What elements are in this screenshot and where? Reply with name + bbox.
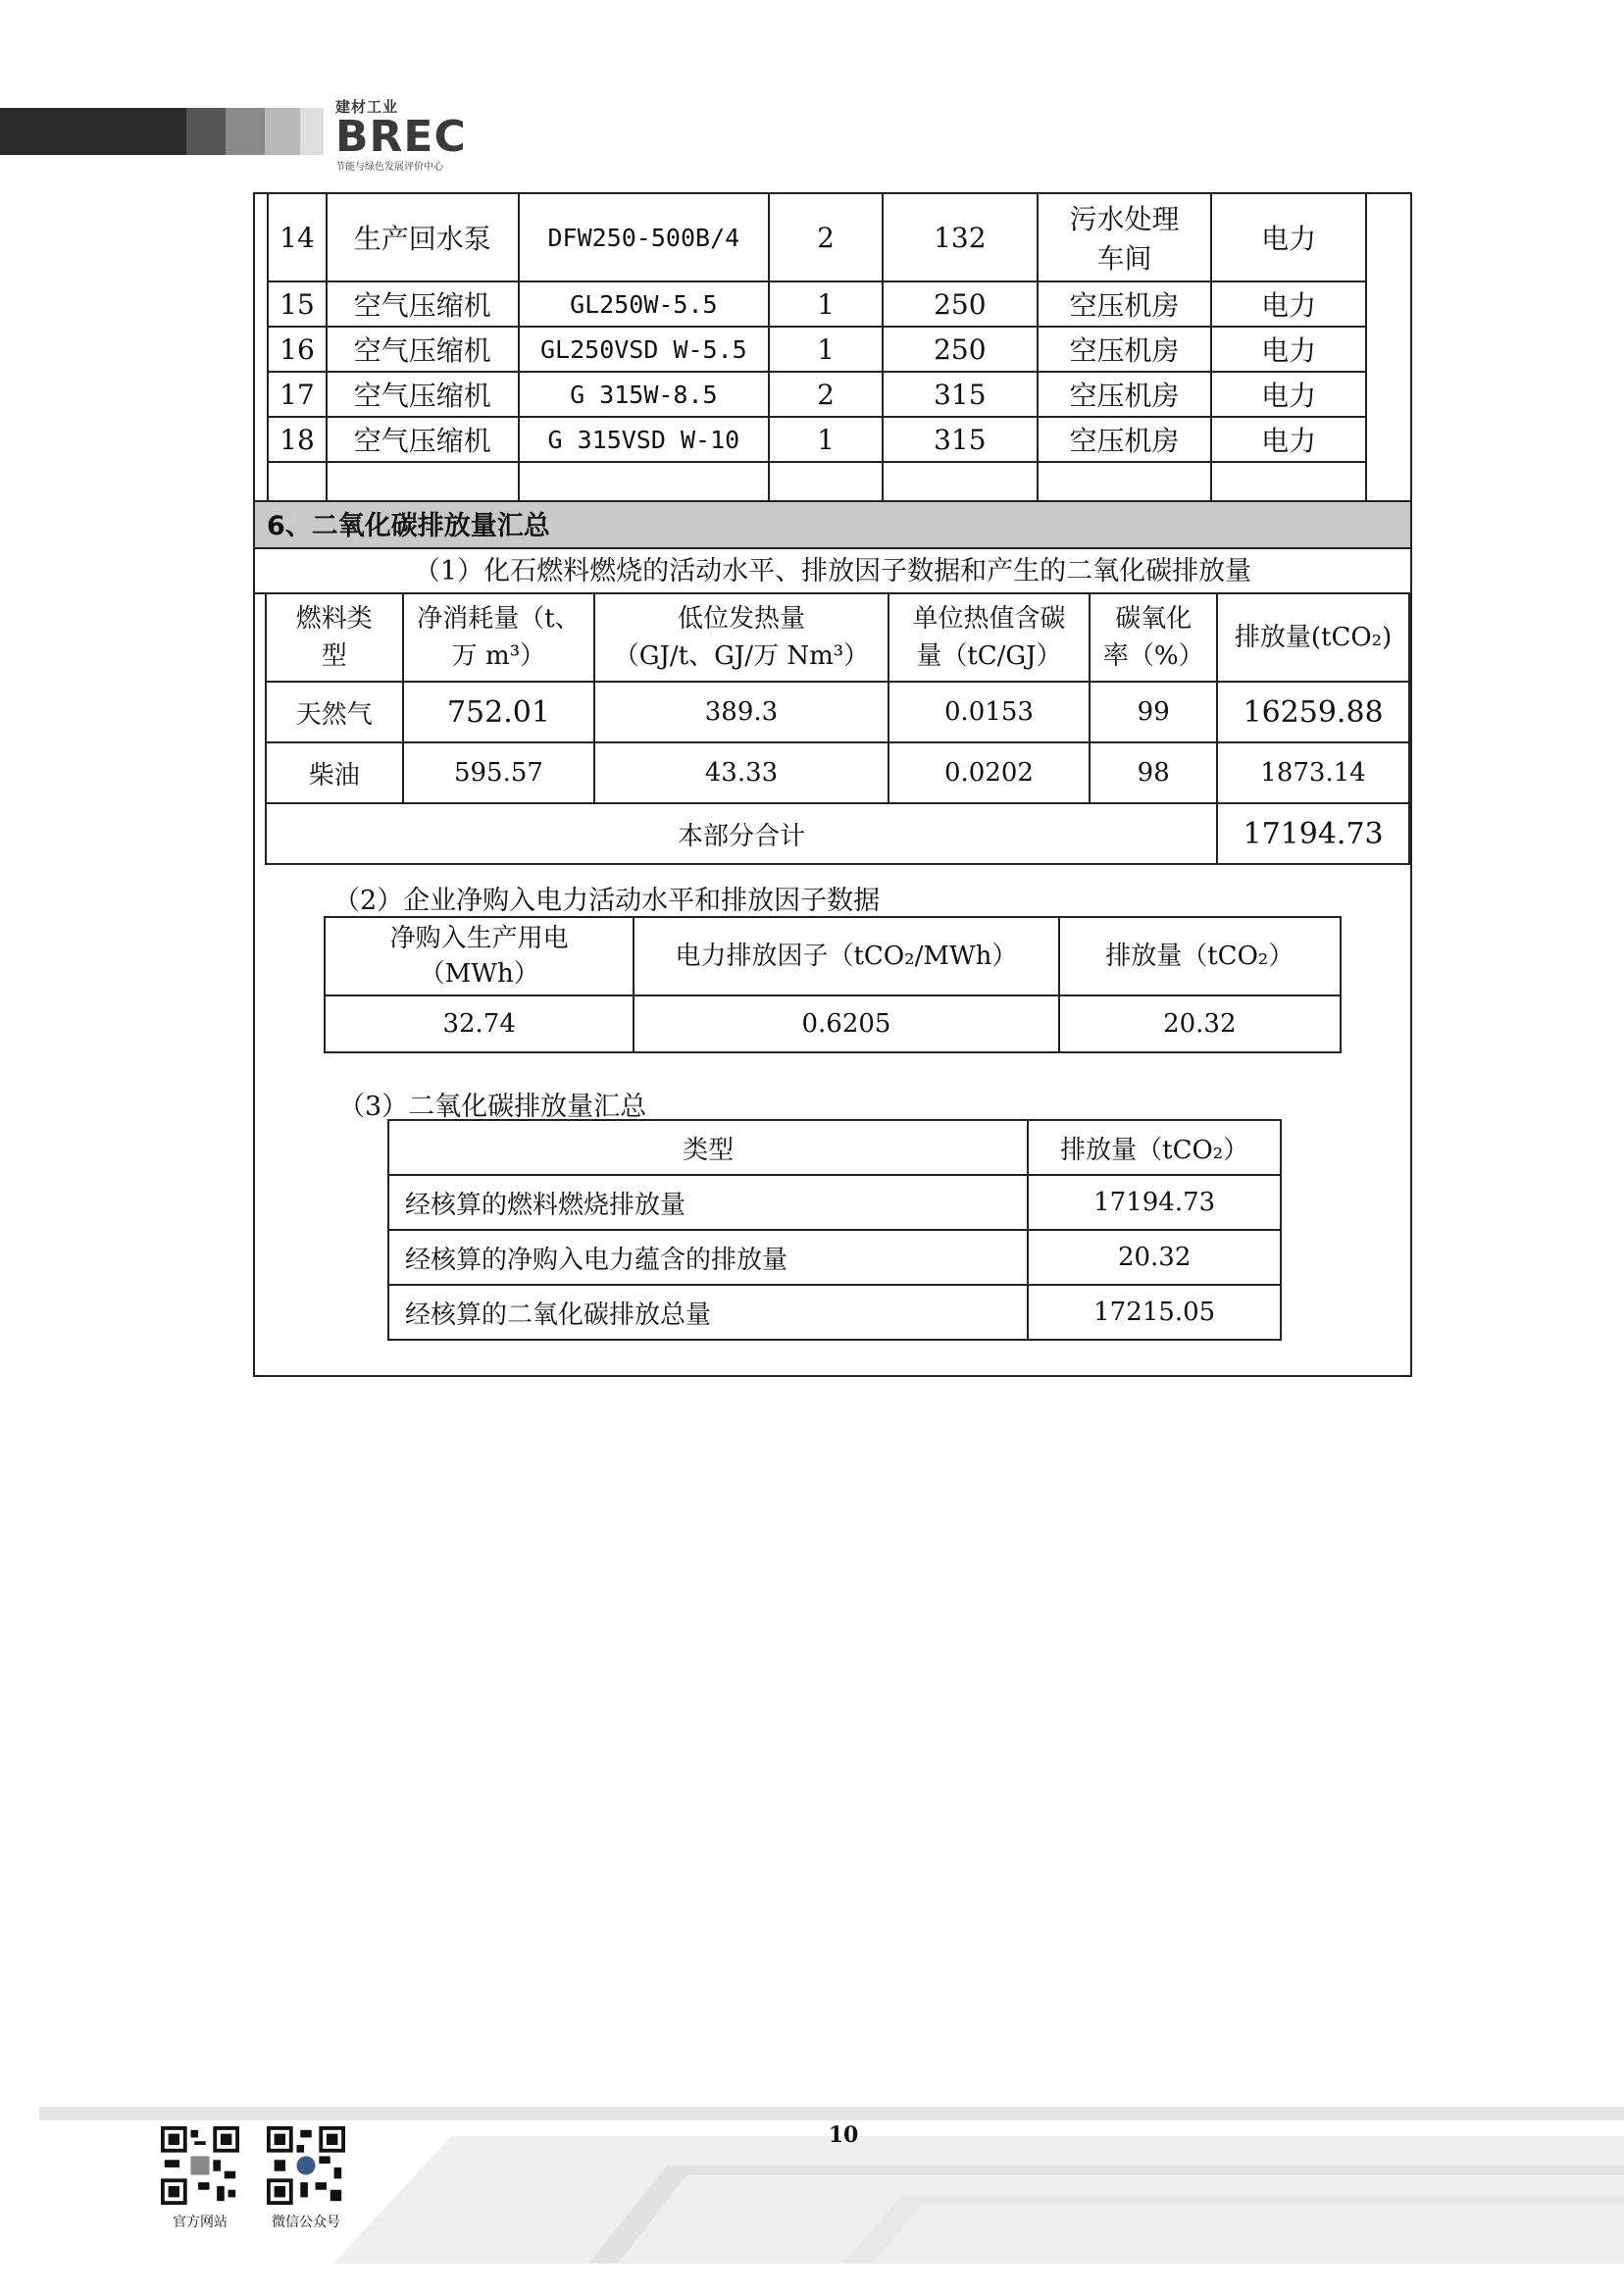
purchased-power-header: 净购入生产用电 （MWh） (325, 917, 634, 995)
table-row (388, 1230, 1281, 1285)
section-6-title: 6、二氧化碳排放量汇总 (255, 500, 1410, 549)
energy-cell: 电力 (1211, 327, 1366, 372)
equipment-table (267, 192, 1367, 504)
type-cell: 经核算的燃料燃烧排放量 (388, 1175, 1028, 1230)
part1-title: （1）化石燃料燃烧的活动水平、排放因子数据和产生的二氧化碳排放量 (255, 551, 1410, 594)
energy-cell: 电力 (1211, 193, 1366, 281)
fuel-cell: 柴油 (266, 742, 403, 803)
oxidation-cell: 99 (1090, 682, 1217, 742)
consumption-cell: 595.57 (403, 742, 595, 803)
part3-title: （3）二氧化碳排放量汇总 (338, 1092, 647, 1122)
type-cell: 经核算的净购入电力蕴含的排放量 (388, 1230, 1028, 1285)
qty-cell: 2 (769, 193, 883, 281)
no-cell: 18 (268, 417, 327, 462)
empty-cell (769, 462, 883, 503)
energy-cell: 电力 (1211, 417, 1366, 462)
type-cell: 经核算的二氧化碳排放总量 (388, 1285, 1028, 1340)
qr-code-wechat-icon (267, 2126, 345, 2205)
model-cell: GL250VSD W-5.5 (519, 327, 770, 372)
emission-cell: 17215.05 (1028, 1285, 1281, 1340)
qr-caption-website: 官方网站 (173, 2215, 228, 2230)
model-cell: G 315VSD W-10 (519, 417, 770, 462)
emission-cell: 1873.14 (1217, 742, 1409, 803)
no-cell: 14 (268, 193, 327, 281)
fuel-cell: 天然气 (266, 682, 403, 742)
power-cell: 315 (883, 417, 1038, 462)
table-row (266, 742, 1409, 803)
header-color-band (0, 108, 324, 155)
electricity-emission-header: 排放量（tCO₂） (1059, 917, 1341, 995)
model-cell: G 315W-8.5 (519, 372, 770, 417)
emission-header: 排放量(tCO₂) (1217, 593, 1409, 682)
ncv-header: 低位发热量 （GJ/t、GJ/万 Nm³） (594, 593, 888, 682)
table-row (388, 1175, 1281, 1230)
no-cell: 15 (268, 281, 327, 327)
qty-cell: 1 (769, 327, 883, 372)
location-cell: 污水处理 车间 (1038, 193, 1212, 281)
energy-cell: 电力 (1211, 281, 1366, 327)
electricity-emission-value: 20.32 (1059, 995, 1341, 1052)
electricity-table-header (325, 917, 1341, 995)
location-cell: 空压机房 (1038, 372, 1212, 417)
oxidation-header: 碳氧化 率（%） (1090, 593, 1217, 682)
table-row (325, 995, 1341, 1052)
emission-factor-value: 0.6205 (634, 995, 1058, 1052)
name-cell: 生产回水泵 (327, 193, 519, 281)
table-row (268, 417, 1366, 462)
no-cell: 16 (268, 327, 327, 372)
subtotal-label: 本部分合计 (266, 803, 1217, 864)
empty-cell (1038, 462, 1212, 503)
summary-emission-header: 排放量（tCO₂） (1028, 1120, 1281, 1175)
logo-main-text: BREC (335, 112, 467, 162)
fuel-header: 燃料类 型 (266, 593, 403, 682)
carbon-cell: 0.0202 (888, 742, 1091, 803)
power-cell: 250 (883, 327, 1038, 372)
oxidation-cell: 98 (1090, 742, 1217, 803)
table-row-empty (268, 462, 1366, 503)
electricity-table (324, 916, 1342, 1053)
fuel-table-header (266, 593, 1409, 682)
emission-cell: 17194.73 (1028, 1175, 1281, 1230)
empty-cell (1211, 462, 1366, 503)
type-header: 类型 (388, 1120, 1028, 1175)
table-row (268, 327, 1366, 372)
summary-table-header (388, 1120, 1281, 1175)
no-cell: 17 (268, 372, 327, 417)
empty-cell (883, 462, 1038, 503)
fuel-combustion-table (265, 592, 1410, 865)
location-cell: 空压机房 (1038, 281, 1212, 327)
logo-sub-text: 节能与绿色发展评价中心 (335, 162, 443, 173)
subtotal-value: 17194.73 (1217, 803, 1409, 864)
name-cell: 空气压缩机 (327, 372, 519, 417)
table-row (268, 281, 1366, 327)
carbon-content-header: 单位热值含碳 量（tC/GJ） (888, 593, 1091, 682)
consumption-cell: 752.01 (403, 682, 595, 742)
model-cell: DFW250-500B/4 (519, 193, 770, 281)
energy-cell: 电力 (1211, 372, 1366, 417)
purchased-power-value: 32.74 (325, 995, 634, 1052)
empty-cell (268, 462, 327, 503)
subtotal-row (266, 803, 1409, 864)
qty-cell: 2 (769, 372, 883, 417)
qr-code-website-icon (161, 2126, 239, 2205)
table-row (266, 682, 1409, 742)
location-cell: 空压机房 (1038, 417, 1212, 462)
brec-logo (335, 96, 473, 173)
emission-summary-table (387, 1119, 1282, 1341)
qty-cell: 1 (769, 281, 883, 327)
logo-top-text: 建材工业 (335, 98, 399, 116)
empty-cell (327, 462, 519, 503)
name-cell: 空气压缩机 (327, 327, 519, 372)
part2-title: （2）企业净购入电力活动水平和排放因子数据 (333, 886, 881, 916)
ncv-cell: 389.3 (594, 682, 888, 742)
power-cell: 250 (883, 281, 1038, 327)
emission-cell: 20.32 (1028, 1230, 1281, 1285)
table-row (388, 1285, 1281, 1340)
empty-cell (519, 462, 770, 503)
qr-caption-wechat: 微信公众号 (272, 2215, 340, 2230)
name-cell: 空气压缩机 (327, 417, 519, 462)
ncv-cell: 43.33 (594, 742, 888, 803)
page-number: 10 (828, 2122, 859, 2148)
power-cell: 315 (883, 372, 1038, 417)
qty-cell: 1 (769, 417, 883, 462)
emission-cell: 16259.88 (1217, 682, 1409, 742)
carbon-cell: 0.0153 (888, 682, 1091, 742)
location-cell: 空压机房 (1038, 327, 1212, 372)
consumption-header: 净消耗量（t、 万 m³） (403, 593, 595, 682)
emission-factor-header: 电力排放因子（tCO₂/MWh） (634, 917, 1058, 995)
power-cell: 132 (883, 193, 1038, 281)
name-cell: 空气压缩机 (327, 281, 519, 327)
model-cell: GL250W-5.5 (519, 281, 770, 327)
table-row (268, 193, 1366, 281)
table-row (268, 372, 1366, 417)
